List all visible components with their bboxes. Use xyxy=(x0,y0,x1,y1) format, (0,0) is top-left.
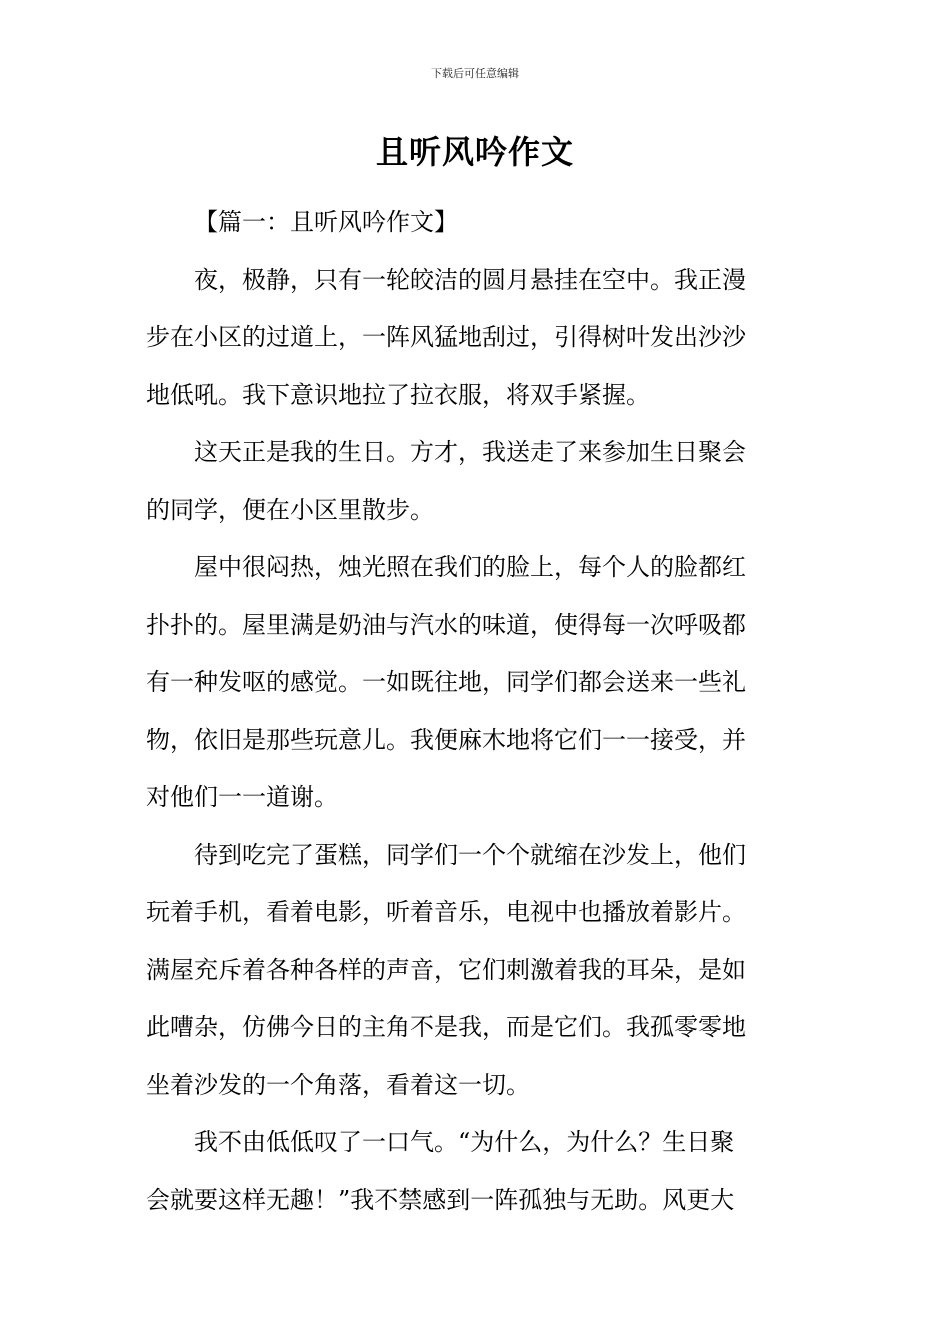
body-line: 步在小区的过道上，一阵风猛地刮过，引得树叶发出沙沙 xyxy=(146,323,746,351)
body-line: 玩着手机，看着电影，听着音乐，电视中也播放着影片。 xyxy=(146,898,746,926)
body-line: 地低吼。我下意识地拉了拉衣服，将双手紧握。 xyxy=(146,380,650,409)
document-title: 且听风吟作文 xyxy=(375,133,574,171)
body-line: 会就要这样无趣！”我不禁感到一阵孤独与无助。风更大 xyxy=(146,1185,735,1214)
body-line: 对他们一一道谢。 xyxy=(146,783,338,811)
header-note: 下载后可任意编辑 xyxy=(431,67,519,80)
section-label: 【篇一：且听风吟作文】 xyxy=(194,208,458,236)
body-line: 此嘈杂，仿佛今日的主角不是我，而是它们。我孤零零地 xyxy=(146,1013,746,1041)
body-line: 我不由低低叹了一口气。“为什么，为什么？生日聚 xyxy=(146,1128,735,1156)
body-line: 的同学，便在小区里散步。 xyxy=(146,495,434,524)
body-line: 扑扑的。屋里满是奶油与汽水的味道，使得每一次呼吸都 xyxy=(146,610,746,639)
document-body xyxy=(146,194,806,1229)
body-line: 屋中很闷热，烛光照在我们的脸上，每个人的脸都红 xyxy=(146,553,746,581)
body-line: 坐着沙发的一个角落，看着这一切。 xyxy=(146,1070,530,1099)
body-line: 这天正是我的生日。方才，我送走了来参加生日聚会 xyxy=(146,438,746,466)
body-line: 夜，极静，只有一轮皎洁的圆月悬挂在空中。我正漫 xyxy=(146,265,746,294)
body-line: 待到吃完了蛋糕，同学们一个个就缩在沙发上，他们 xyxy=(146,840,746,869)
body-line: 满屋充斥着各种各样的声音，它们刺激着我的耳朵，是如 xyxy=(146,955,746,984)
body-line: 有一种发呕的感觉。一如既往地，同学们都会送来一些礼 xyxy=(146,668,746,696)
body-line: 物，依旧是那些玩意儿。我便麻木地将它们一一接受，并 xyxy=(146,725,746,754)
